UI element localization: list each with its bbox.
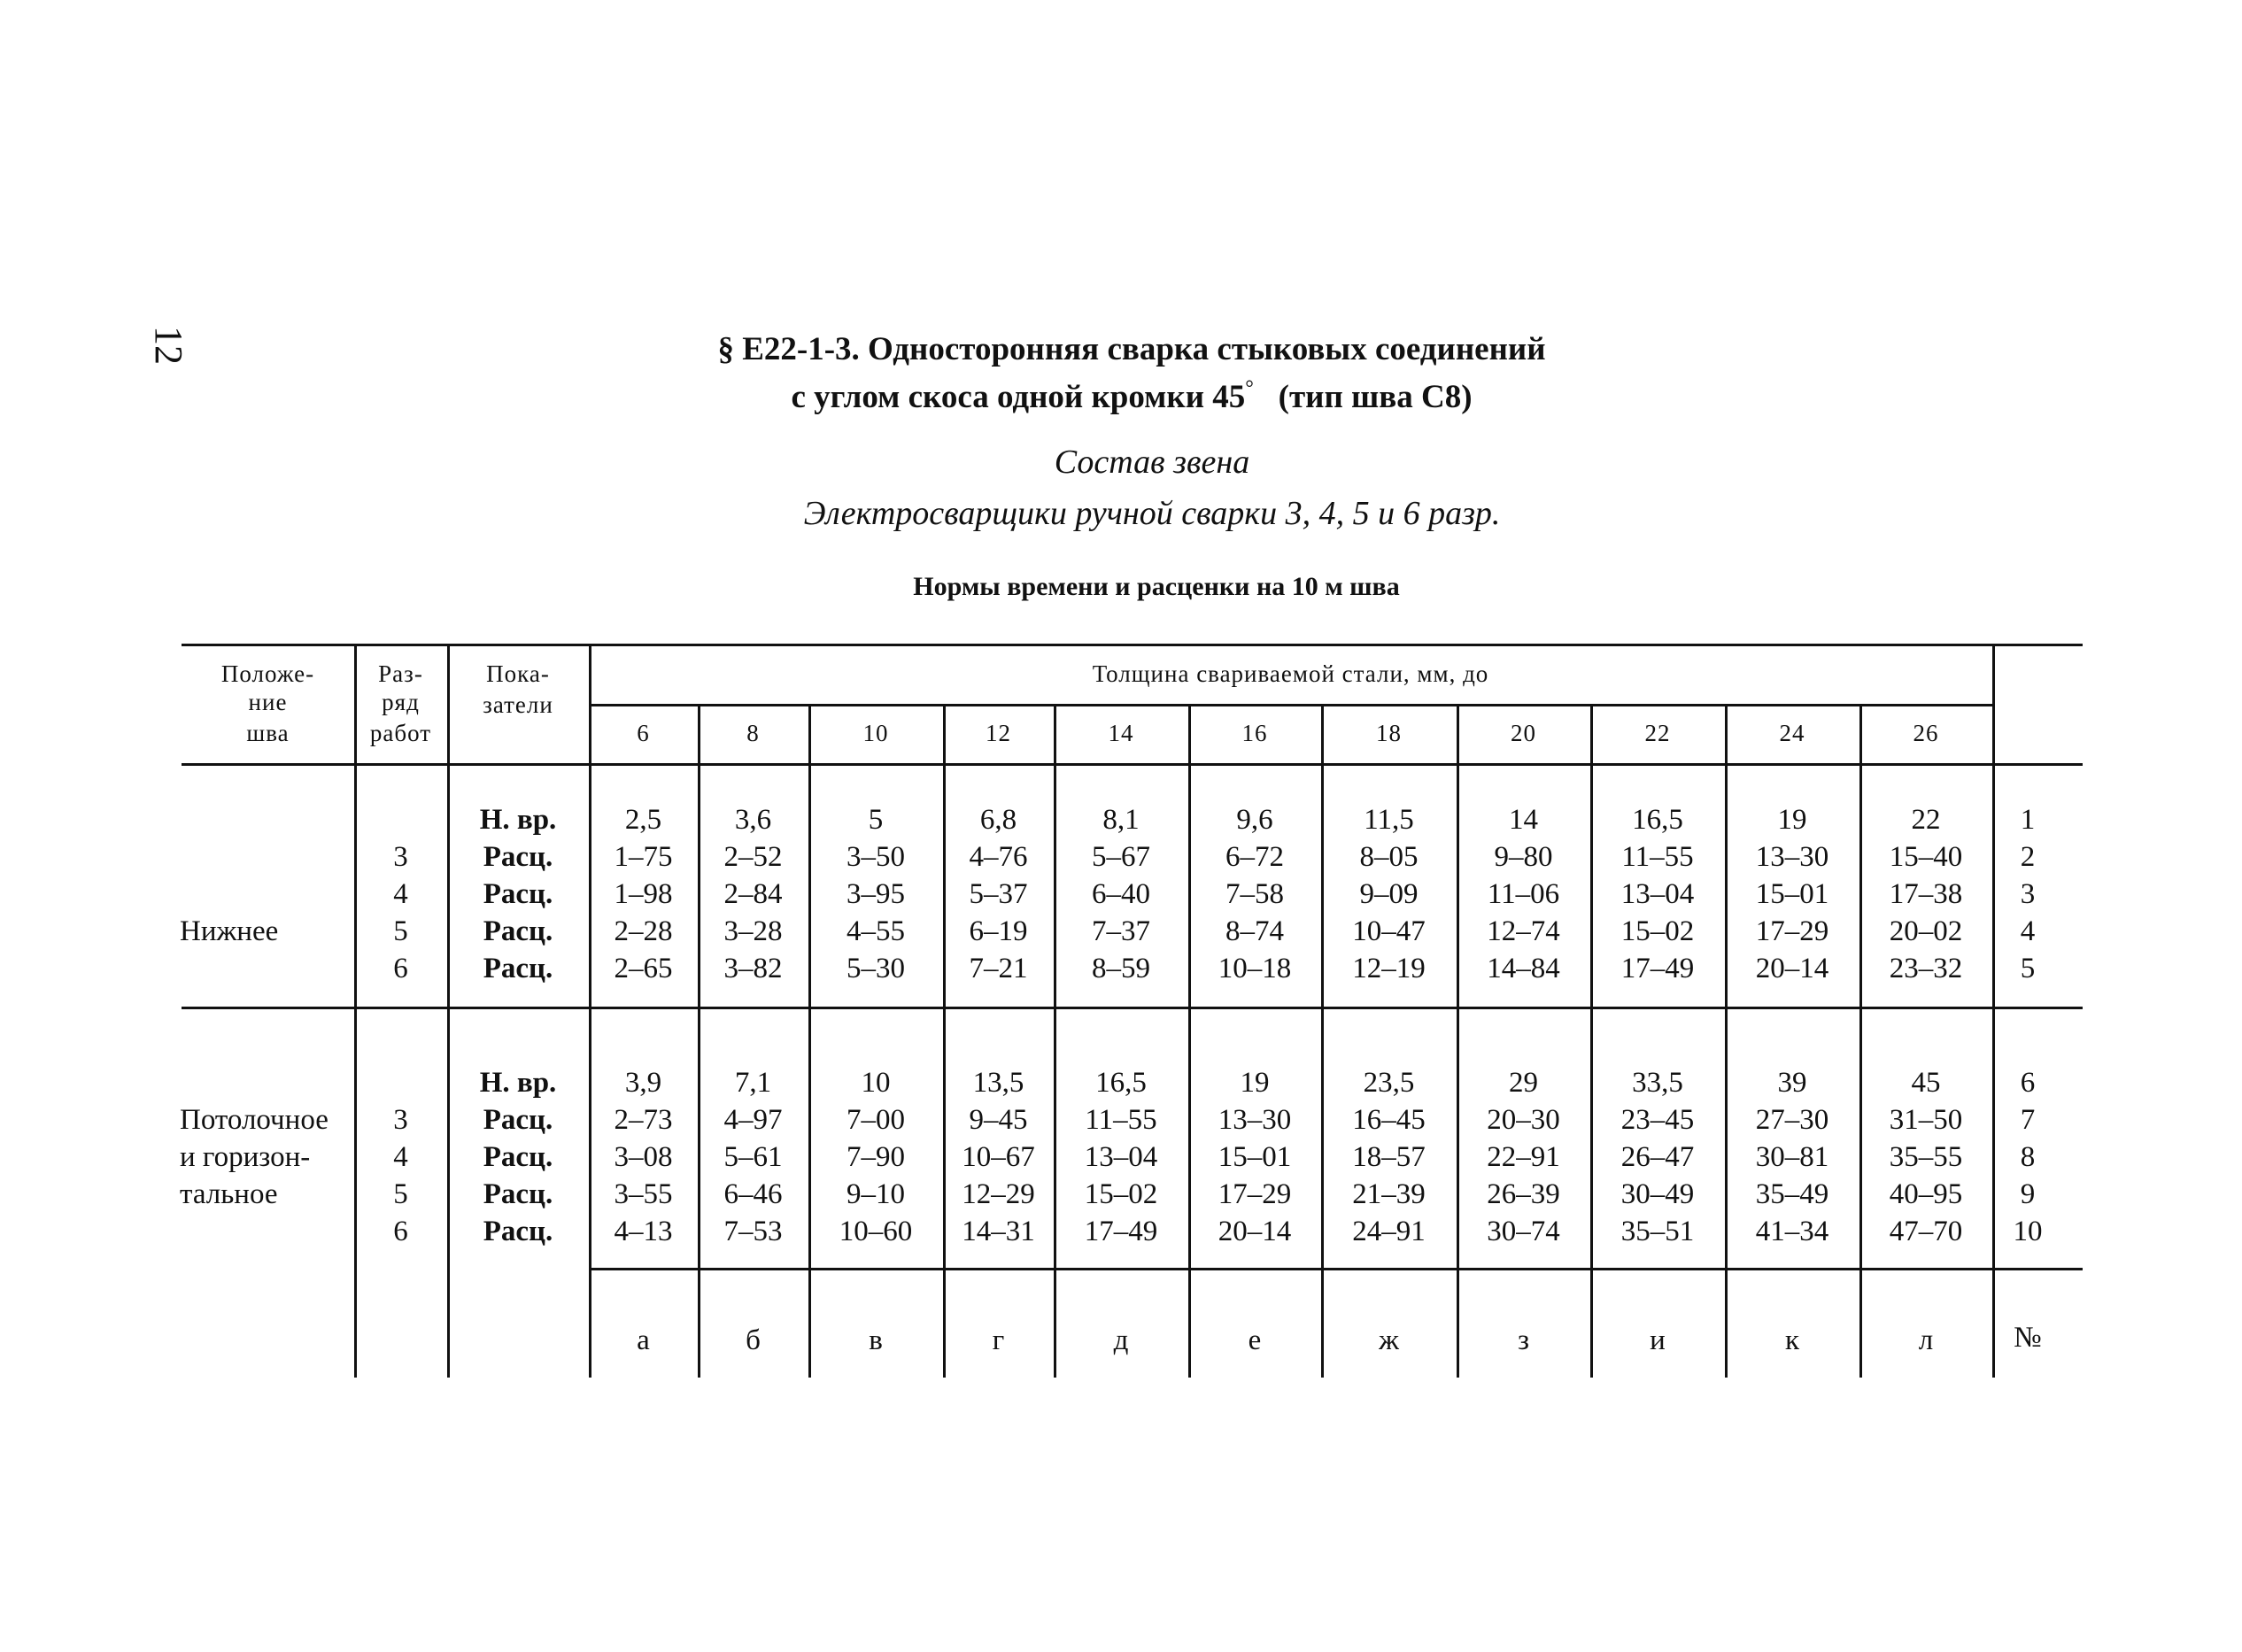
table-cell: 15–02 <box>1620 915 1695 947</box>
table-cell: 2–52 <box>723 841 783 873</box>
table-cell: 5 <box>868 804 884 836</box>
table-cell: 10–18 <box>1218 953 1292 984</box>
header-position-l2: ние <box>248 689 288 715</box>
position-label: и горизон- <box>180 1141 311 1173</box>
row-number: 7 <box>2020 1104 2036 1136</box>
column-letter: е <box>1248 1324 1262 1356</box>
table-cell: 11–55 <box>1085 1104 1157 1136</box>
grade-value: 3 <box>393 1104 408 1136</box>
group-separator-rule <box>182 1007 2083 1009</box>
crew-heading: Состав звена <box>1054 444 1250 481</box>
column-letter: а <box>637 1324 650 1356</box>
row-number: 8 <box>2020 1141 2036 1173</box>
thickness-col-12: 12 <box>986 720 1011 746</box>
table-cell: 47–70 <box>1889 1216 1963 1247</box>
title-line2-tail: (тип шва С8) <box>1278 379 1473 415</box>
header-grade-l1: Раз- <box>378 660 423 687</box>
table-cell: 6–72 <box>1225 841 1284 873</box>
thickness-col-10: 10 <box>862 720 889 746</box>
table-cell: 6–40 <box>1092 878 1150 910</box>
letters-top-rule <box>589 1268 2083 1270</box>
table-cell: 16,5 <box>1632 804 1683 836</box>
indicator-label: Н. вр. <box>479 804 557 836</box>
grade-value: 5 <box>393 915 408 947</box>
table-cell: 45 <box>1911 1067 1941 1099</box>
table-cell: 20–14 <box>1755 953 1829 984</box>
crew-members: Электросварщики ручной сварки 3, 4, 5 и 6 разр. <box>803 495 1501 532</box>
column-letter: г <box>992 1324 1005 1356</box>
col-rule-indicator <box>447 644 450 1378</box>
table-cell: 10 <box>861 1067 891 1099</box>
thickness-col-22: 22 <box>1644 720 1671 746</box>
page-number: 12 <box>147 326 190 365</box>
table-cell: 7–37 <box>1092 915 1150 947</box>
table-cell: 23–32 <box>1889 953 1963 984</box>
table-cell: 17–29 <box>1755 915 1829 947</box>
table-cell: 8,1 <box>1102 804 1140 836</box>
table-cell: 19 <box>1240 1067 1270 1099</box>
table-cell: 9–80 <box>1494 841 1553 873</box>
thickness-col-16: 16 <box>1241 720 1268 746</box>
table-cell: 13–30 <box>1218 1104 1292 1136</box>
table-cell: 35–51 <box>1620 1216 1695 1247</box>
table-cell: 3–50 <box>847 841 905 873</box>
table-cell: 7–58 <box>1225 878 1284 910</box>
position-label: тальное <box>180 1178 278 1210</box>
table-cell: 35–49 <box>1755 1178 1829 1210</box>
table-cell: 8–59 <box>1092 953 1150 984</box>
table-cell: 4–97 <box>723 1104 783 1136</box>
table-top-rule <box>182 644 2083 646</box>
grade-value: 6 <box>393 1216 408 1247</box>
row-number: 2 <box>2020 841 2036 873</box>
table-cell: 3–28 <box>723 915 783 947</box>
table-cell: 33,5 <box>1632 1067 1683 1099</box>
table-cell: 4–55 <box>847 915 905 947</box>
col-rule-11 <box>1992 644 1995 1378</box>
table-cell: 23,5 <box>1363 1067 1415 1099</box>
thickness-col-6: 6 <box>637 720 650 746</box>
table-cell: 8–05 <box>1359 841 1419 873</box>
table-cell: 40–95 <box>1889 1178 1963 1210</box>
header-position-l1: Положе- <box>220 660 315 687</box>
table-cell: 9–10 <box>847 1178 905 1210</box>
table-cell: 8–74 <box>1225 915 1284 947</box>
table-cell: 5–30 <box>847 953 905 984</box>
table-cell: 7,1 <box>734 1067 772 1099</box>
table-cell: 7–53 <box>723 1216 783 1247</box>
table-cell: 30–74 <box>1487 1216 1560 1247</box>
table-cell: 2–73 <box>614 1104 673 1136</box>
indicator-label: Расц. <box>483 915 553 947</box>
section-title-line1: § Е22-1-3. Односторонняя сварка стыковых соединений <box>717 331 1546 367</box>
table-cell: 20–02 <box>1889 915 1963 947</box>
row-number: 5 <box>2020 953 2036 984</box>
table-cell: 21–39 <box>1352 1178 1426 1210</box>
thickness-col-26: 26 <box>1913 720 1939 746</box>
table-cell: 20–14 <box>1218 1216 1292 1247</box>
grade-value: 6 <box>393 953 408 984</box>
thickness-col-18: 18 <box>1376 720 1402 746</box>
table-cell: 14–84 <box>1487 953 1560 984</box>
table-cell: 26–47 <box>1620 1141 1695 1173</box>
table-cell: 31–50 <box>1889 1104 1963 1136</box>
table-cell: 30–49 <box>1620 1178 1695 1210</box>
table-cell: 35–55 <box>1889 1141 1963 1173</box>
row-number: 9 <box>2020 1178 2036 1210</box>
table-cell: 5–67 <box>1092 841 1150 873</box>
table-cell: 17–29 <box>1218 1178 1292 1210</box>
table-cell: 3–95 <box>847 878 905 910</box>
table-cell: 1–75 <box>614 841 673 873</box>
table-cell: 2–65 <box>614 953 673 984</box>
table-cell: 5–61 <box>723 1141 783 1173</box>
table-cell: 12–74 <box>1487 915 1560 947</box>
indicator-label: Расц. <box>483 841 553 873</box>
indicator-label: Расц. <box>483 1141 553 1173</box>
degree-sign: ° <box>1245 377 1254 400</box>
table-cell: 24–91 <box>1352 1216 1426 1247</box>
table-cell: 3,6 <box>734 804 772 836</box>
table-cell: 41–34 <box>1755 1216 1829 1247</box>
indicator-label: Н. вр. <box>479 1067 557 1099</box>
thickness-col-24: 24 <box>1779 720 1805 746</box>
header-position-l3: шва <box>246 720 290 746</box>
section-title-line2 <box>11 368 2242 418</box>
indicator-label: Расц. <box>483 878 553 910</box>
col-rule-grade <box>354 644 357 1378</box>
table-cell: 13–04 <box>1084 1141 1158 1173</box>
col-rule-0 <box>589 644 591 1378</box>
table-cell: 2–84 <box>723 878 783 910</box>
header-grade-l2: ряд <box>382 689 420 715</box>
row-number: 3 <box>2020 878 2036 910</box>
table-cell: 4–13 <box>614 1216 673 1247</box>
table-cell: 5–37 <box>969 878 1028 910</box>
column-letter: з <box>1517 1324 1530 1356</box>
number-sign: № <box>2014 1322 2042 1354</box>
table-cell: 6–46 <box>723 1178 783 1210</box>
table-cell: 13,5 <box>972 1067 1024 1099</box>
indicator-label: Расц. <box>483 1216 553 1247</box>
column-letter: б <box>746 1324 761 1356</box>
table-cell: 15–01 <box>1755 878 1829 910</box>
table-cell: 22–91 <box>1487 1141 1560 1173</box>
table-cell: 3,9 <box>624 1067 662 1099</box>
table-cell: 13–30 <box>1755 841 1829 873</box>
table-cell: 27–30 <box>1755 1104 1829 1136</box>
table-cell: 9–45 <box>969 1104 1028 1136</box>
table-cell: 11–55 <box>1621 841 1694 873</box>
table-cell: 7–21 <box>969 953 1028 984</box>
column-letter: д <box>1113 1324 1129 1356</box>
thickness-header-rule <box>589 704 1992 706</box>
thickness-col-14: 14 <box>1108 720 1134 746</box>
table-cell: 13–04 <box>1620 878 1695 910</box>
table-cell: 26–39 <box>1487 1178 1560 1210</box>
header-indicator-l2: затели <box>483 691 553 718</box>
table-cell: 2,5 <box>624 804 662 836</box>
grade-value: 5 <box>393 1178 408 1210</box>
column-letter: л <box>1918 1324 1934 1356</box>
table-cell: 19 <box>1777 804 1807 836</box>
table-cell: 15–40 <box>1889 841 1963 873</box>
position-label: Нижнее <box>180 915 279 947</box>
indicator-label: Расц. <box>483 953 553 984</box>
position-label: Потолочное <box>180 1104 329 1136</box>
table-cell: 39 <box>1777 1067 1807 1099</box>
thickness-col-8: 8 <box>746 720 760 746</box>
table-cell: 1–98 <box>614 878 673 910</box>
table-cell: 30–81 <box>1755 1141 1829 1173</box>
table-cell: 6–19 <box>969 915 1028 947</box>
table-cell: 20–30 <box>1487 1104 1560 1136</box>
table-cell: 15–01 <box>1218 1141 1292 1173</box>
table-cell: 29 <box>1509 1067 1538 1099</box>
grade-value: 4 <box>393 1141 408 1173</box>
table-cell: 14 <box>1509 804 1538 836</box>
table-cell: 12–29 <box>962 1178 1035 1210</box>
table-cell: 9–09 <box>1359 878 1419 910</box>
table-cell: 10–47 <box>1352 915 1426 947</box>
row-number: 4 <box>2020 915 2036 947</box>
table-cell: 11,5 <box>1364 804 1414 836</box>
table-cell: 9,6 <box>1236 804 1273 836</box>
table-cell: 17–49 <box>1620 953 1695 984</box>
table-cell: 6,8 <box>979 804 1017 836</box>
table-cell: 10–67 <box>962 1141 1035 1173</box>
table-cell: 7–00 <box>847 1104 905 1136</box>
table-cell: 4–76 <box>969 841 1028 873</box>
table-cell: 15–02 <box>1084 1178 1158 1210</box>
header-thickness: Толщина свариваемой стали, мм, до <box>1092 660 1489 687</box>
table-cell: 12–19 <box>1352 953 1426 984</box>
header-bottom-rule <box>182 763 2083 766</box>
header-grade-l3: работ <box>369 720 432 746</box>
table-cell: 22 <box>1911 804 1941 836</box>
row-number: 1 <box>2020 804 2036 836</box>
grade-value: 4 <box>393 878 408 910</box>
table-cell: 14–31 <box>962 1216 1035 1247</box>
table-cell: 7–90 <box>847 1141 905 1173</box>
table-cell: 18–57 <box>1352 1141 1426 1173</box>
indicator-label: Расц. <box>483 1178 553 1210</box>
column-letter: и <box>1650 1324 1666 1356</box>
grade-value: 3 <box>393 841 408 873</box>
column-letter: в <box>869 1324 883 1356</box>
indicator-label: Расц. <box>483 1104 553 1136</box>
title-line2-main: с углом скоса одной кромки 45 <box>791 379 1246 415</box>
column-letter: ж <box>1379 1324 1399 1356</box>
table-cell: 3–55 <box>614 1178 673 1210</box>
table-cell: 11–06 <box>1487 878 1560 910</box>
table-cell: 23–45 <box>1620 1104 1695 1136</box>
table-cell: 3–82 <box>723 953 783 984</box>
table-cell: 3–08 <box>614 1141 673 1173</box>
table-cell: 16–45 <box>1352 1104 1426 1136</box>
column-letter: к <box>1784 1324 1800 1356</box>
table-cell: 10–60 <box>839 1216 913 1247</box>
header-indicator-l1: Пока- <box>486 660 550 687</box>
row-number: 6 <box>2020 1067 2036 1099</box>
table-cell: 17–49 <box>1084 1216 1158 1247</box>
row-number: 10 <box>2013 1216 2043 1247</box>
table-cell: 17–38 <box>1889 878 1963 910</box>
table-cell: 16,5 <box>1095 1067 1147 1099</box>
thickness-col-20: 20 <box>1511 720 1536 746</box>
table-cell: 2–28 <box>614 915 673 947</box>
table-caption: Нормы времени и расценки на 10 м шва <box>913 572 1400 601</box>
